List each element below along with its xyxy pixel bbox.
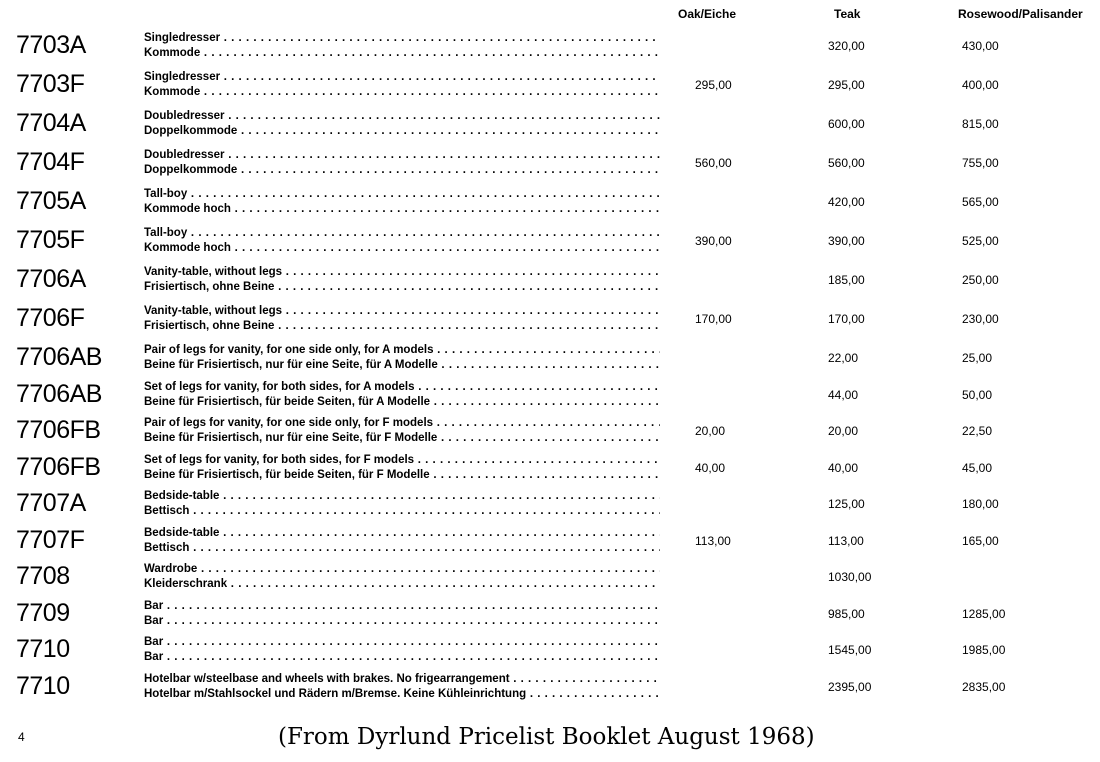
- price-rosewood: 525,00: [962, 234, 999, 248]
- price-teak: 600,00: [828, 117, 865, 131]
- page-number: 4: [18, 730, 25, 744]
- price-rosewood: 430,00: [962, 39, 999, 53]
- model-number: 7707F: [16, 525, 85, 554]
- price-rosewood: 180,00: [962, 497, 999, 511]
- description-english: Tall-boy . . .: [144, 226, 660, 241]
- item-description: [144, 526, 660, 556]
- price-teak: 985,00: [828, 606, 865, 621]
- column-header-teak: Teak: [834, 7, 861, 21]
- description-english: Pair of legs for vanity, for one side only, for F models . . .: [144, 416, 660, 431]
- price-rosewood: 755,00: [962, 156, 999, 170]
- item-description: [144, 148, 660, 178]
- description-english: Singledresser . . .: [144, 31, 660, 46]
- model-number: 7704A: [16, 109, 86, 137]
- description-english: Pair of legs for vanity, for one side only, for A models . . .: [144, 343, 660, 358]
- item-description: [144, 31, 660, 61]
- price-row: [0, 559, 1100, 596]
- description-english: Bedside-table . . .: [144, 526, 660, 541]
- price-oak: 20,00: [695, 424, 726, 438]
- price-teak: 44,00: [828, 387, 859, 402]
- price-oak: 113,00: [695, 533, 731, 548]
- description-english: Bedside-table . . .: [144, 489, 660, 504]
- price-oak: 390,00: [695, 234, 732, 248]
- model-number: 7706AB: [16, 379, 102, 408]
- description-english: Doubledresser . . .: [144, 148, 660, 163]
- price-rosewood: 1285,00: [962, 606, 1006, 621]
- model-number: 7706FB: [16, 452, 101, 481]
- price-teak: 170,00: [828, 312, 865, 326]
- model-number: 7708: [16, 562, 70, 590]
- price-rosewood: 22,50: [962, 424, 993, 438]
- price-teak: 1030,00: [828, 570, 872, 584]
- description-english: Wardrobe . . .: [144, 562, 660, 577]
- item-description: [144, 599, 660, 629]
- price-row: [0, 377, 1100, 414]
- price-rosewood: 45,00: [962, 460, 993, 475]
- description-english: Bar . . .: [144, 635, 660, 650]
- description-german: Kommode hoch . . .: [144, 241, 660, 256]
- item-description: [144, 304, 660, 334]
- price-row: [0, 184, 1100, 223]
- price-row: [0, 413, 1100, 450]
- model-number: 7703A: [16, 31, 86, 59]
- item-description: [144, 635, 660, 665]
- description-german: Beine für Frisiertisch, für beide Seiten, für A Modelle . . .: [144, 395, 660, 410]
- price-teak: 560,00: [828, 156, 865, 170]
- description-english: Set of legs for vanity, for both sides, for A models . . .: [144, 380, 660, 395]
- description-english: Hotelbar w/steelbase and wheels with brakes. No frigearrangement . . .: [144, 672, 660, 687]
- description-english: Vanity-table, without legs . . .: [144, 304, 660, 319]
- price-oak: 170,00: [695, 312, 732, 326]
- description-german: Beine für Frisiertisch, nur für eine Seite, für F Modelle . . .: [144, 431, 660, 446]
- item-description: [144, 672, 660, 702]
- price-list: [0, 28, 1100, 705]
- item-description: [144, 416, 660, 446]
- description-german: Frisiertisch, ohne Beine . . .: [144, 280, 660, 295]
- price-row: [0, 486, 1100, 523]
- item-description: [144, 265, 660, 295]
- description-german: Doppelkommode . . .: [144, 124, 660, 139]
- price-row: [0, 223, 1100, 262]
- model-number: 7706A: [16, 265, 86, 293]
- price-rosewood: 815,00: [962, 117, 999, 131]
- price-rosewood: 2835,00: [962, 679, 1006, 694]
- model-number: 7706FB: [16, 416, 101, 444]
- price-rosewood: 165,00: [962, 533, 999, 548]
- description-german: Kleiderschrank . . .: [144, 577, 660, 592]
- price-row: [0, 67, 1100, 106]
- item-description: [144, 109, 660, 139]
- price-rosewood: 230,00: [962, 312, 999, 326]
- price-teak: 2395,00: [828, 679, 872, 694]
- price-oak: 295,00: [695, 78, 732, 92]
- price-oak: 560,00: [695, 156, 732, 170]
- source-caption: (From Dyrlund Pricelist Booklet August 1968): [278, 724, 815, 750]
- model-number: 7710: [16, 635, 70, 663]
- price-rosewood: 565,00: [962, 195, 999, 209]
- description-english: Bar . . .: [144, 599, 660, 614]
- item-description: [144, 187, 660, 217]
- price-row: [0, 523, 1100, 560]
- price-teak: 113,00: [828, 533, 864, 548]
- model-number: 7706F: [16, 304, 85, 332]
- price-row: [0, 28, 1100, 67]
- description-german: Kommode . . .: [144, 85, 660, 100]
- model-number: 7706AB: [16, 343, 102, 371]
- price-row: [0, 596, 1100, 633]
- description-german: Kommode hoch . . .: [144, 202, 660, 217]
- price-teak: 1545,00: [828, 643, 872, 657]
- item-description: [144, 226, 660, 256]
- description-german: Doppelkommode . . .: [144, 163, 660, 178]
- price-teak: 320,00: [828, 39, 865, 53]
- price-teak: 420,00: [828, 195, 865, 209]
- description-english: Singledresser . . .: [144, 70, 660, 85]
- price-rosewood: 400,00: [962, 78, 999, 92]
- item-description: [144, 343, 660, 373]
- description-german: Bettisch . . .: [144, 504, 660, 519]
- price-teak: 295,00: [828, 78, 865, 92]
- item-description: [144, 562, 660, 592]
- model-number: 7709: [16, 598, 70, 627]
- model-number: 7705A: [16, 187, 86, 215]
- column-header-rosewood: Rosewood/Palisander: [958, 7, 1083, 21]
- description-german: Kommode . . .: [144, 46, 660, 61]
- column-header-oak: Oak/Eiche: [678, 7, 737, 21]
- price-rosewood: 50,00: [962, 387, 993, 402]
- model-number: 7703F: [16, 70, 85, 98]
- price-row: [0, 450, 1100, 487]
- price-teak: 22,00: [828, 351, 859, 365]
- description-german: Bettisch . . .: [144, 541, 660, 556]
- description-german: Frisiertisch, ohne Beine . . .: [144, 319, 660, 334]
- price-row: [0, 632, 1100, 669]
- price-teak: 390,00: [828, 234, 865, 248]
- model-number: 7704F: [16, 148, 85, 176]
- description-german: Beine für Frisiertisch, für beide Seiten, für F Modelle . . .: [144, 468, 660, 483]
- price-row: [0, 262, 1100, 301]
- description-english: Tall-boy . . .: [144, 187, 660, 202]
- price-teak: 40,00: [828, 460, 859, 475]
- description-german: Bar . . .: [144, 650, 660, 665]
- price-teak: 125,00: [828, 497, 865, 511]
- description-english: Doubledresser . . .: [144, 109, 660, 124]
- description-german: Bar . . .: [144, 614, 660, 629]
- description-english: Vanity-table, without legs . . .: [144, 265, 660, 280]
- model-number: 7710: [16, 671, 70, 700]
- price-oak: 40,00: [695, 460, 726, 475]
- price-teak: 185,00: [828, 273, 865, 287]
- price-row: [0, 145, 1100, 184]
- price-row: [0, 340, 1100, 377]
- price-teak: 20,00: [828, 424, 859, 438]
- price-row: [0, 301, 1100, 340]
- item-description: [144, 453, 660, 483]
- model-number: 7707A: [16, 489, 86, 517]
- description-german: Beine für Frisiertisch, nur für eine Seite, für A Modelle . . .: [144, 358, 660, 373]
- price-row: [0, 669, 1100, 706]
- description-german: Hotelbar m/Stahlsockel und Rädern m/Bremse. Keine Kühleinrichtung . . .: [144, 687, 660, 702]
- item-description: [144, 489, 660, 519]
- price-rosewood: 250,00: [962, 273, 999, 287]
- price-rosewood: 1985,00: [962, 643, 1006, 657]
- price-rosewood: 25,00: [962, 351, 993, 365]
- description-english: Set of legs for vanity, for both sides, for F models . . .: [144, 453, 660, 468]
- item-description: [144, 380, 660, 410]
- price-row: [0, 106, 1100, 145]
- item-description: [144, 70, 660, 100]
- model-number: 7705F: [16, 226, 85, 254]
